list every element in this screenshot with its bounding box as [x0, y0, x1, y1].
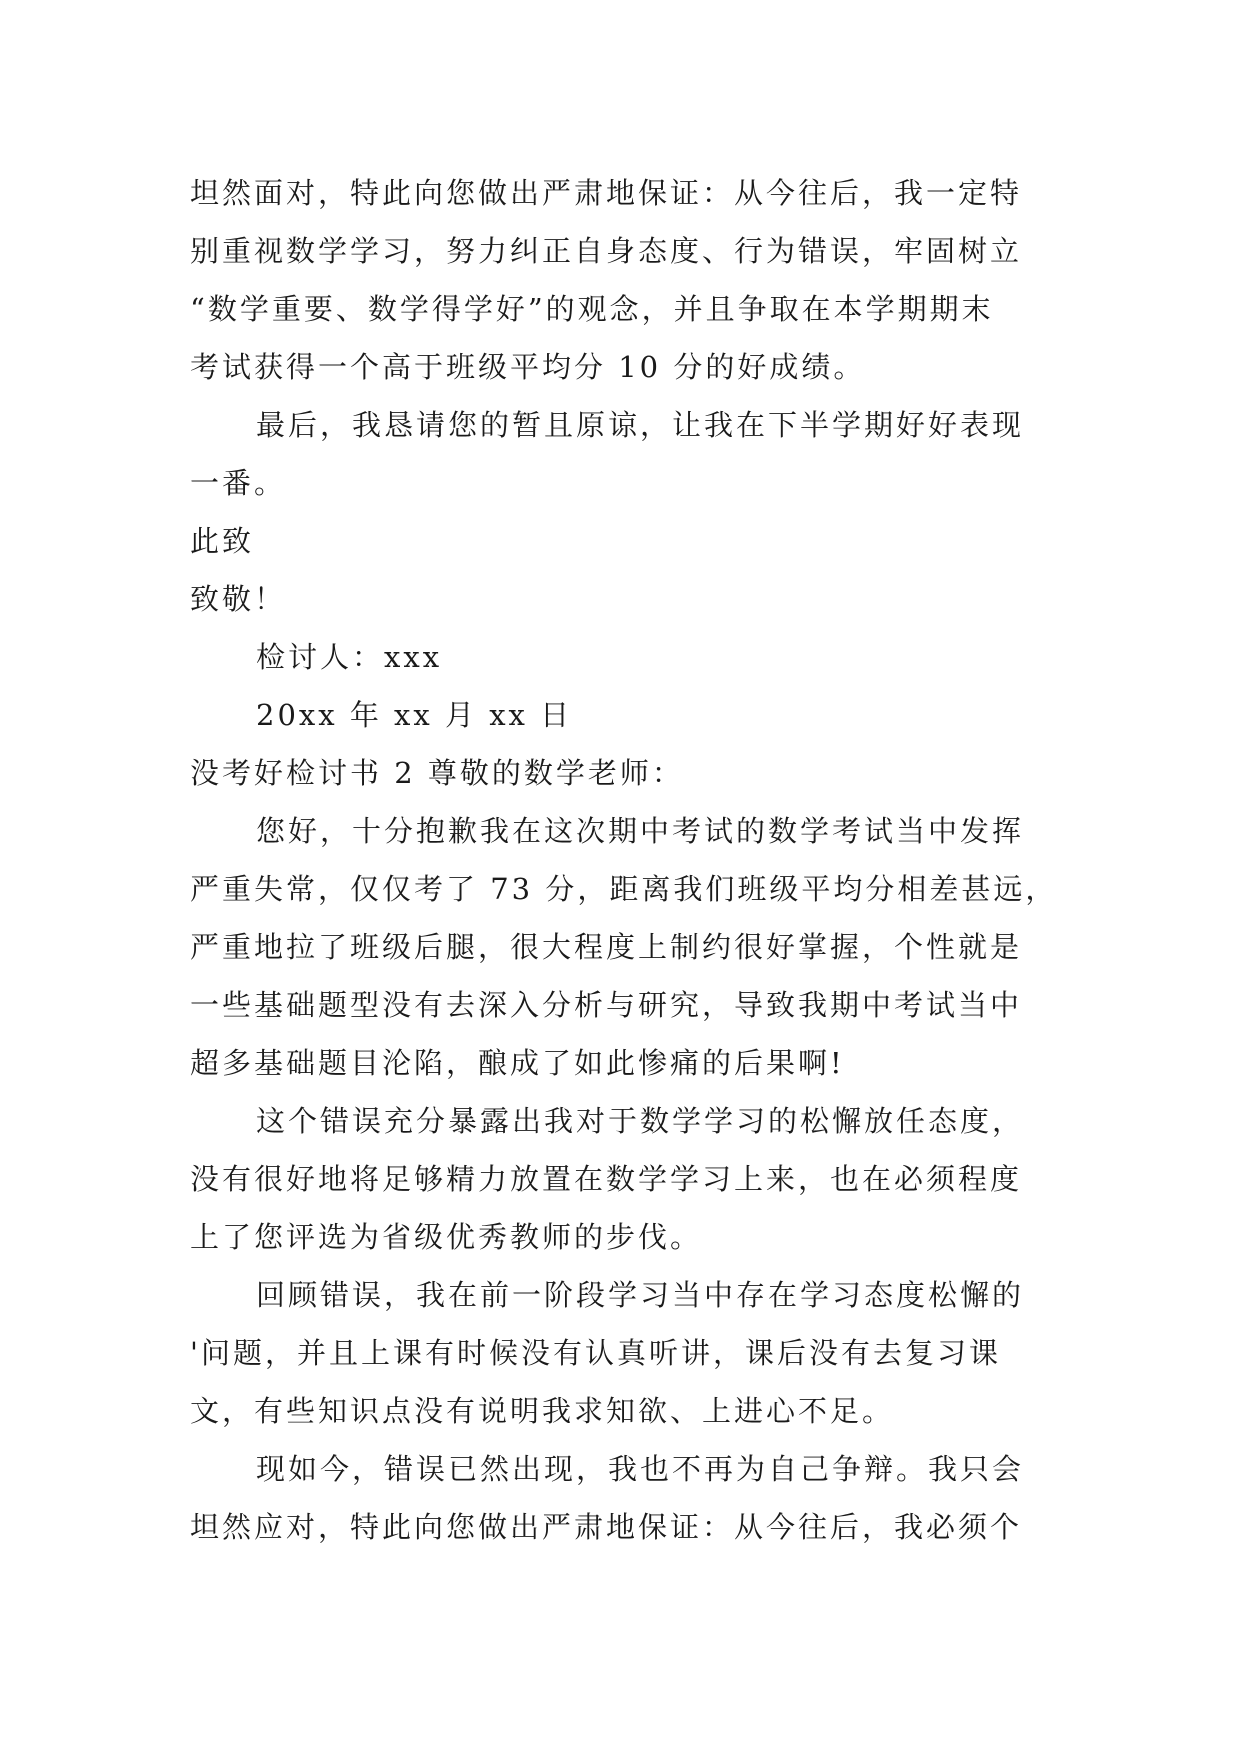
text-line: 一些基础题型没有去深入分析与研究，导致我期中考试当中 — [190, 988, 1023, 1022]
text-line: “数学重要、数学得学好”的观念，并且争取在本学期期末 — [190, 292, 994, 326]
text-line: 文，有些知识点没有说明我求知欲、上进心不足。 — [190, 1394, 895, 1428]
text-line: 回顾错误，我在前一阶段学习当中存在学习态度松懈的 — [256, 1278, 1025, 1312]
text-line: 超多基础题目沦陷，酿成了如此惨痛的后果啊! — [190, 1046, 845, 1080]
text-line: 坦然面对，特此向您做出严肃地保证：从今往后，我一定特 — [190, 176, 1023, 210]
text-line: 没有很好地将足够精力放置在数学学习上来，也在必须程度 — [190, 1162, 1023, 1196]
text-line: 坦然应对，特此向您做出严肃地保证：从今往后，我必须个 — [190, 1510, 1023, 1544]
text-line: 没考好检讨书 2 尊敬的数学老师： — [190, 756, 684, 790]
text-line: 考试获得一个高于班级平均分 10 分的好成绩。 — [190, 350, 866, 384]
document-body — [190, 164, 1060, 1556]
text-line: 别重视数学学习，努力纠正自身态度、行为错误，牢固树立 — [190, 234, 1023, 268]
text-line: 您好，十分抱歉我在这次期中考试的数学考试当中发挥 — [256, 814, 1025, 848]
text-line: 20xx 年 xx 月 xx 日 — [256, 698, 573, 732]
text-line: 这个错误充分暴露出我对于数学学习的松懈放任态度， — [256, 1104, 1025, 1138]
text-line: 上了您评选为省级优秀教师的步伐。 — [190, 1220, 703, 1254]
text-line: 一番。 — [190, 466, 287, 500]
text-line: 致敬！ — [190, 582, 287, 616]
text-line: '问题，并且上课有时候没有认真听讲，课后没有去复习课 — [190, 1336, 1001, 1370]
text-line: 最后，我恳请您的暂且原谅，让我在下半学期好好表现 — [256, 408, 1025, 442]
text-line: 现如今，错误已然出现，我也不再为自己争辩。我只会 — [256, 1452, 1025, 1486]
text-line: 检讨人：xxx — [256, 640, 443, 674]
text-line: 此致 — [190, 524, 255, 558]
text-line: 严重失常，仅仅考了 73 分，距离我们班级平均分相差甚远， — [190, 872, 1058, 906]
text-line: 严重地拉了班级后腿，很大程度上制约很好掌握，个性就是 — [190, 930, 1023, 964]
